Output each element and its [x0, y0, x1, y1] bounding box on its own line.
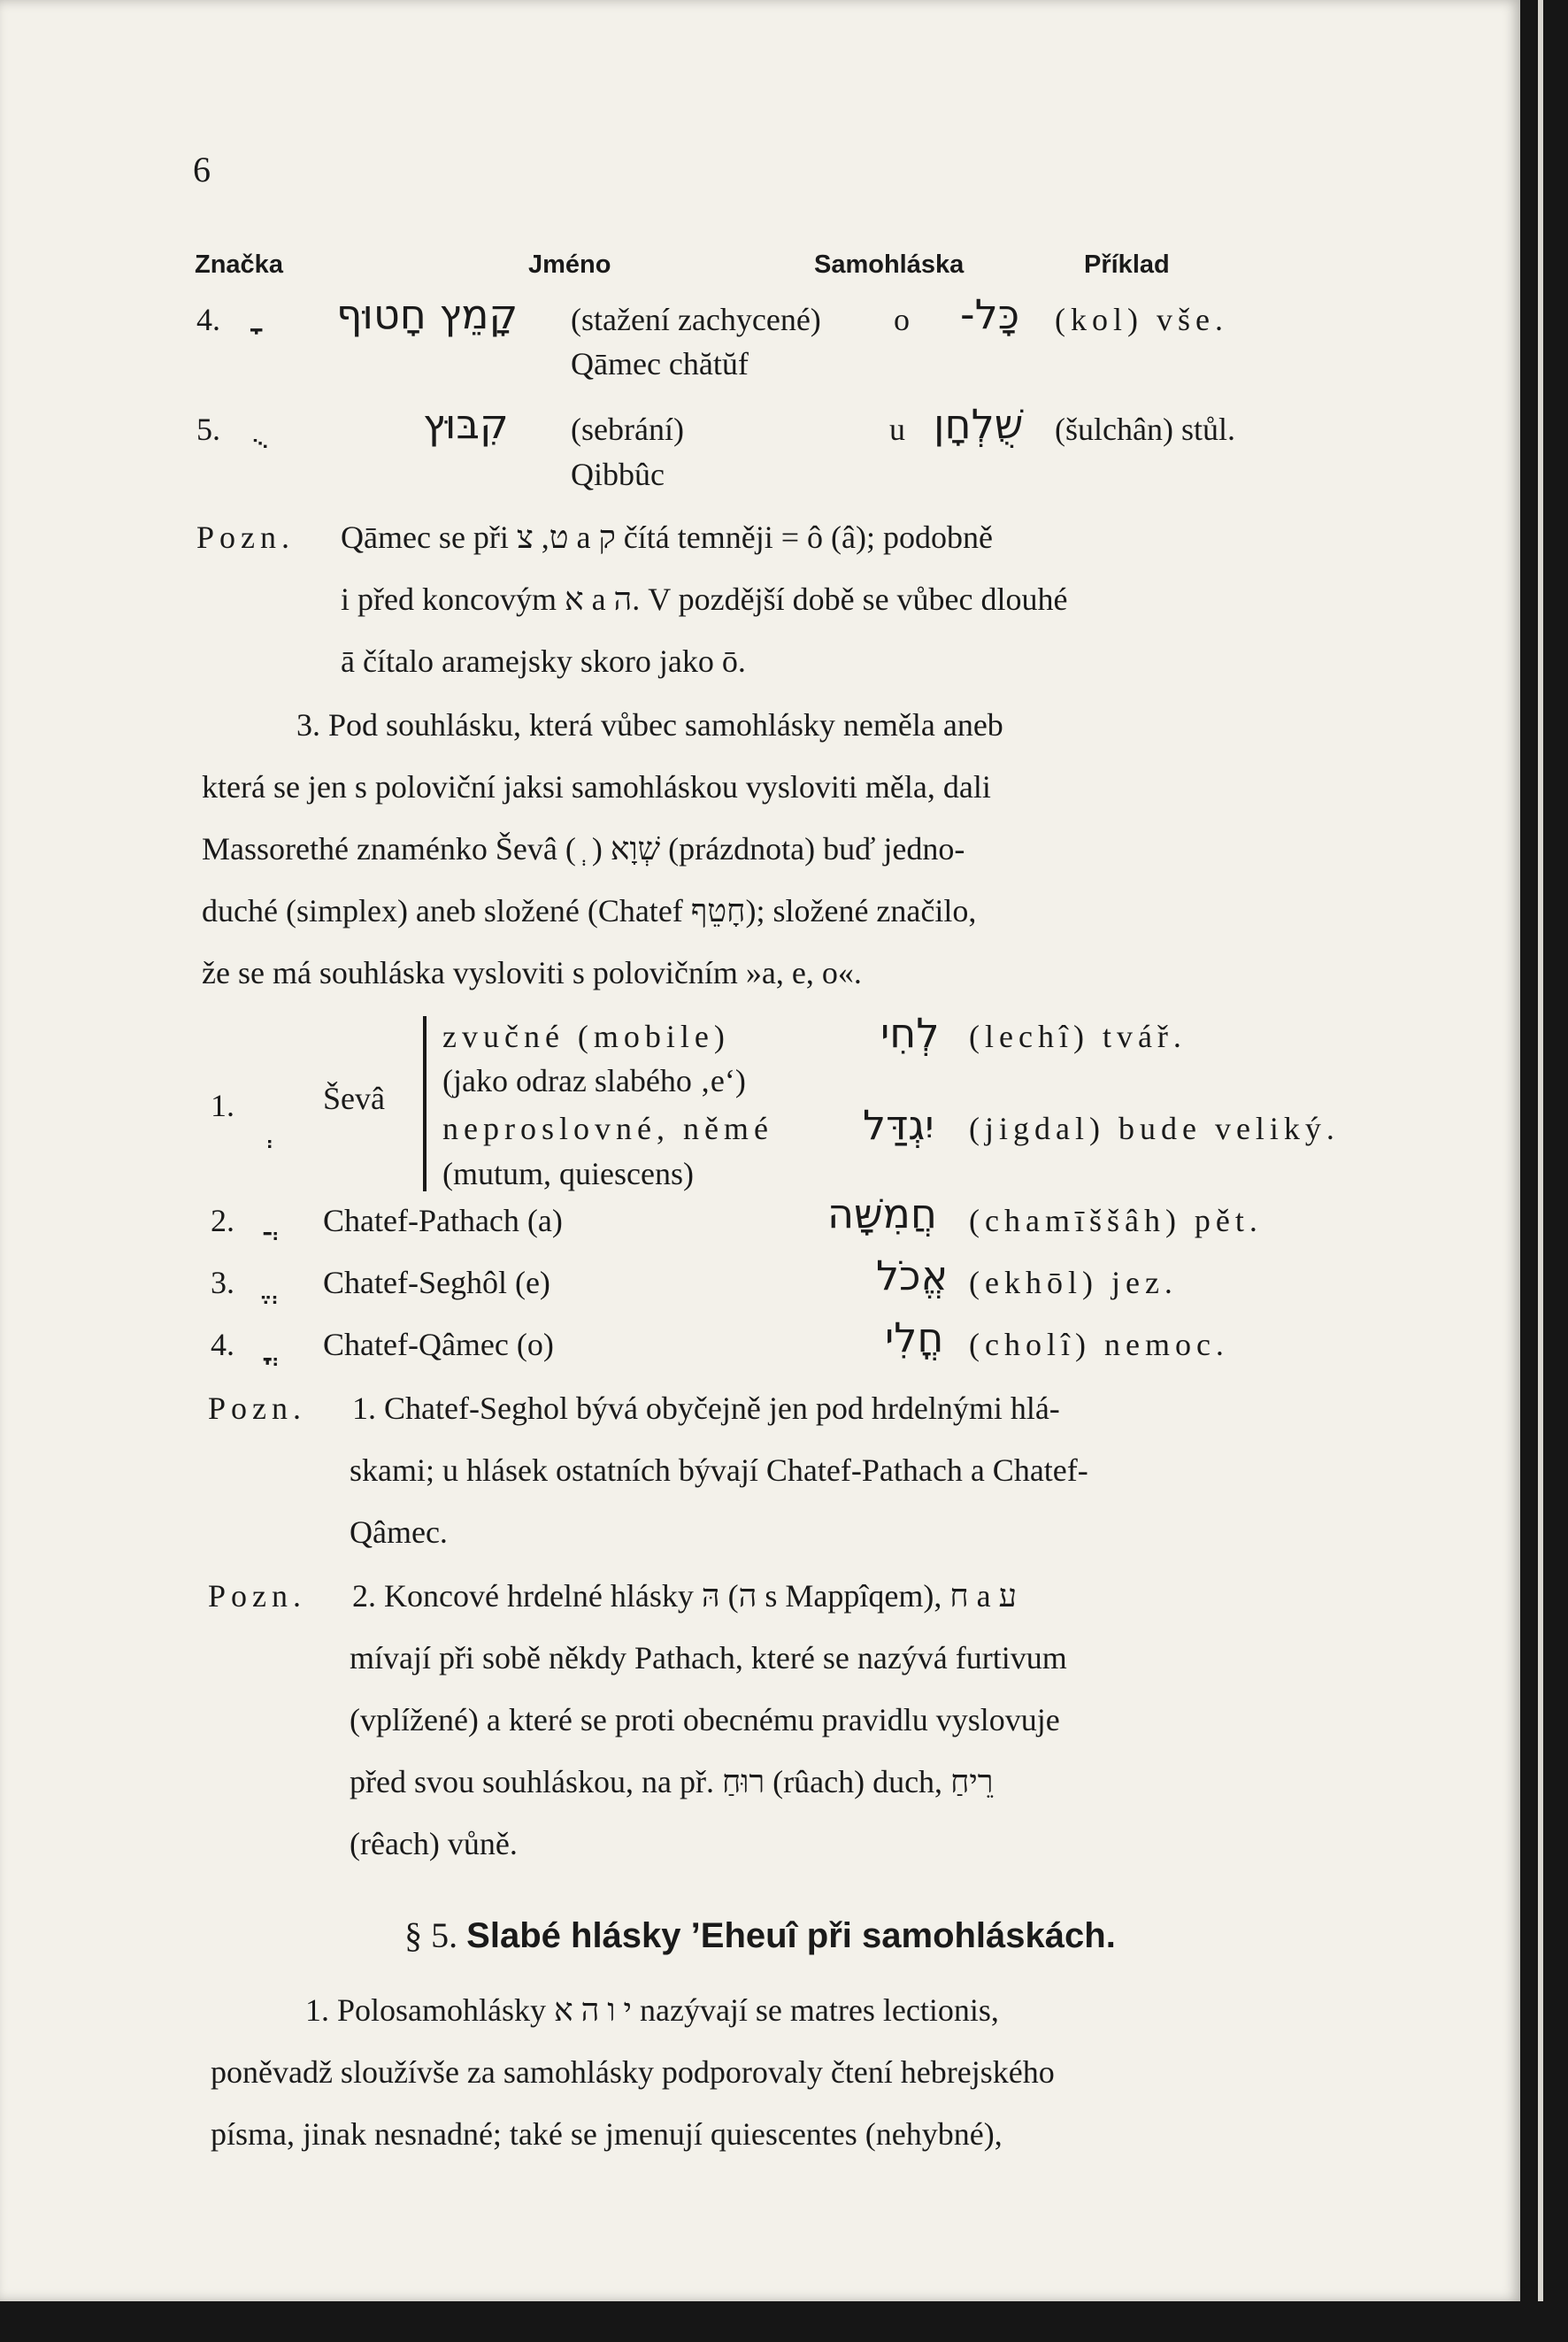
section-heading — [0, 1914, 1520, 1956]
col-header-name: Jméno — [528, 250, 611, 279]
page-number: 6 — [193, 150, 211, 189]
name-transliteration: Qāmec chătŭf — [571, 346, 749, 381]
example-translation: (ekhōl) jez. — [969, 1265, 1178, 1300]
example-hebrew: שֻׁלְחָן — [934, 400, 1024, 448]
row-number: 2. — [211, 1203, 234, 1238]
paragraph-line: která se jen s poloviční jaksi samohláskou vysloviti měla, dali — [202, 769, 991, 805]
note-line: 1. Chatef-Seghol bývá obyčejně jen pod hrdelnými hlá- — [352, 1391, 1060, 1426]
row-number: 5. — [196, 412, 220, 447]
note-line: (vplížené) a které se proti obecnému pravidlu vyslovuje — [350, 1702, 1060, 1737]
col-header-vowel: Samohláska — [814, 250, 965, 279]
note-line: 2. Koncové hrdelné hlásky הּ (ה s Mappîqem), ח a ע — [352, 1578, 1017, 1614]
sheva-type: (mutum, quiescens) — [442, 1156, 694, 1191]
note-line: Qāmec se při ט, צ a ק čítá temněji = ô (â); podobně — [341, 520, 993, 555]
example-translation: (jigdal) bude veliký. — [969, 1111, 1340, 1146]
sheva-type: neproslovné, němé — [442, 1111, 773, 1146]
example-hebrew: חֳלִי — [885, 1314, 944, 1361]
paragraph-line: duché (simplex) aneb složené (Chatef חָטֵף); složené značilo, — [202, 893, 977, 928]
name-description: (sebrání) — [571, 412, 684, 447]
sheva-type: zvučné (mobile) — [442, 1019, 730, 1054]
paragraph-line: písma, jinak nesnadné; také se jmenují quiescentes (nehybné), — [211, 2116, 1003, 2152]
col-header-sign: Značka — [195, 250, 283, 279]
row-number: 3. — [211, 1265, 234, 1300]
col-header-example: Příklad — [1084, 250, 1170, 279]
sheva-name: Ševâ — [323, 1081, 385, 1116]
row-number: 4. — [211, 1327, 234, 1362]
chatef-name: Chatef-Qâmec (o) — [323, 1327, 554, 1362]
note-line: ā čítalo aramejsky skoro jako ō. — [341, 643, 746, 679]
page-edge — [1538, 0, 1543, 2301]
brace — [423, 1016, 435, 1191]
example-translation: (kol) vše. — [1055, 302, 1228, 337]
note-line: (rêach) vůně. — [350, 1826, 518, 1861]
example-hebrew: חֲמִשָּׁה — [827, 1190, 937, 1237]
hebrew-name: קָמֵץ חָטוּף — [336, 290, 519, 338]
sheva-type: (jako odraz slabého ‚e‘) — [442, 1063, 746, 1098]
example-hebrew: לְחִי — [880, 1009, 940, 1057]
name-transliteration: Qibbûc — [571, 457, 665, 492]
vowel-value: u — [889, 412, 905, 447]
note-line: před svou souhláskou, na př. רוּחַ (rûach) duch, רֵיחַ — [350, 1764, 994, 1799]
example-hebrew: יִגְדַּל — [863, 1101, 934, 1149]
example-hebrew: אֱכֹל — [876, 1252, 949, 1299]
chatef-name: Chatef-Seghôl (e) — [323, 1265, 550, 1300]
note-line: skami; u hlásek ostatních bývají Chatef-Pathach a Chatef- — [350, 1452, 1088, 1488]
paragraph-line: že se má souhláska vysloviti s polovičním »a, e, o«. — [202, 955, 862, 990]
section-mark: § 5. — [404, 1915, 458, 1955]
note-line: mívají při sobě někdy Pathach, které se nazývá furtivum — [350, 1640, 1067, 1676]
note-label: Pozn. — [208, 1578, 306, 1614]
note-line: i před koncovým א a ה. V pozdější době se vůbec dlouhé — [341, 582, 1068, 617]
hebrew-name: קִבּוּץ — [423, 400, 509, 448]
section-title: Slabé hlásky ’Eheuî při samohláskách. — [466, 1916, 1116, 1955]
example-hebrew: כָּל- — [960, 290, 1020, 338]
example-translation: (lechî) tvář. — [969, 1019, 1187, 1054]
name-description: (stažení zachycené) — [571, 302, 821, 337]
row-number: 1. — [211, 1088, 234, 1123]
note-label: Pozn. — [208, 1391, 306, 1426]
paragraph-line: Massorethé znaménko Ševâ ( ְ ) שְׁוָא (prázdnota) buď jedno- — [202, 831, 965, 867]
example-translation: (cholî) nemoc. — [969, 1327, 1229, 1362]
example-translation: (chamīššâh) pět. — [969, 1203, 1263, 1238]
paragraph-line: 1. Polosamohlásky י ו ה א nazývají se matres lectionis, — [305, 1992, 999, 2028]
paragraph-line: poněvadž sloužívše za samohlásky podporovaly čtení hebrejského — [211, 2054, 1055, 2090]
paragraph-line: 3. Pod souhlásku, která vůbec samohlásky neměla aneb — [296, 707, 1003, 743]
note-label: Pozn. — [196, 520, 295, 555]
example-translation: (šulchân) stůl. — [1055, 412, 1235, 447]
row-number: 4. — [196, 302, 220, 337]
vowel-value: o — [894, 302, 910, 337]
chatef-name: Chatef-Pathach (a) — [323, 1203, 563, 1238]
note-line: Qâmec. — [350, 1514, 448, 1550]
